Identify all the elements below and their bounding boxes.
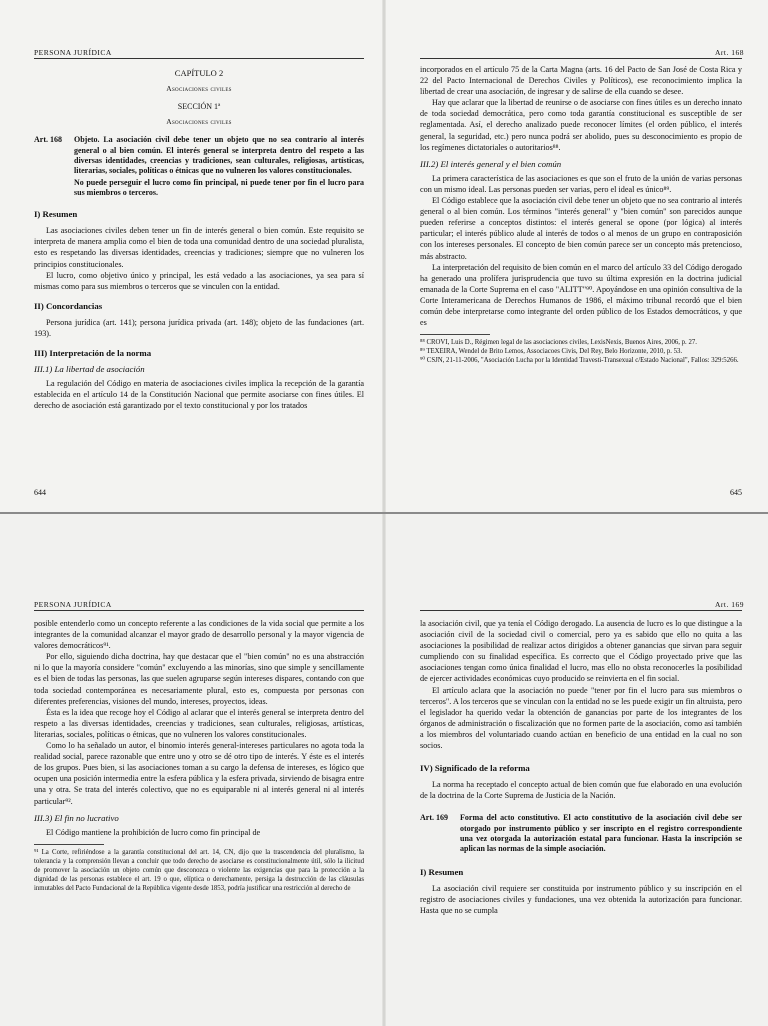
paragraph: La interpretación del requisito de bien común en el marco del artículo 33 del Código derogado ha generado una prolífera jurisprudencia que tuvo su última expresión en la doctrina judicial emanada de la Corte Suprema en el caso "ALITT"⁹⁰. Apoyándose en una opinión consultiva de la Corte Interamericana de Derechos Humanos de 1986, el máximo tribunal recordó que el bien común debe interpretarse como integrante del orden público de los Estados democráticos, y que es	[420, 262, 742, 328]
chapter-number: CAPÍTULO 2	[174, 68, 224, 78]
article-168-text	[34, 135, 364, 198]
paragraph: Persona jurídica (art. 141); persona jurídica privada (art. 148); objeto de las fundaciones (art. 193).	[34, 317, 364, 338]
section-title: Asociaciones civiles	[166, 117, 232, 127]
paragraph: la asociación civil, que ya tenía el Código derogado. La ausencia de lucro es lo que distingue a la asociación civil de la sociedad civil o comercial, pero ya es sabido que ello no quita a las asociaciones la posibilidad de realizar actos dirigidos a obtener ganancias que sirvan para seguir cumpliendo con su finalidad específica. Es correcto que el Código proyectado prive que las asociaciones tengan como única finalidad el lucro, mas ello no obsta reconocerles la posibilidad de ejercer actividades económicas cuyo producido se reinvierta en el fin social.	[420, 619, 742, 684]
footnote-rule	[34, 844, 104, 845]
running-header: Art. 168	[715, 48, 744, 57]
paragraph: El Código mantiene la prohibición de lucro como fin principal de	[46, 827, 261, 837]
paragraph: Hay que aclarar que la libertad de reunirse o de asociarse con fines útiles es un derecho innato de toda sociedad democrática, pero como toda garantía constitucional es susceptible de ser reglamentada. Así, el derecho analizado puede reconocer límites (el orden público, el interés general, la seguridad, etc.) pero nunca podrá ser abolido, pues su desconocimiento es propio de los regímenes dictatoriales o autoritarios⁸⁸.	[420, 98, 742, 152]
header-rule	[34, 58, 364, 59]
section-heading: I) Resumen	[420, 866, 464, 877]
article-169-text	[420, 813, 742, 854]
subsection-heading: III.2) El interés general y el bien común	[420, 158, 562, 169]
subsection-heading: III.3) El fin no lucrativo	[34, 812, 119, 823]
paragraph: El Código establece que la asociación civil debe tener un objeto que no sea contrario al interés general o al bien común. Los términos "interés general" y "bien común" son parecidos aunque pueden referirse a conceptos distintos: el interés general se opone (por lógica) al interés particular; el interés público alude al interés de todos o al menos de un grupo en contraposición con los intereses personales. El concepto de bien común parece ser un concepto más pretencioso, más abstracto.	[420, 196, 742, 261]
footnote: ⁸⁸ CROVI, Luis D., Régimen legal de las asociaciones civiles, LexisNexis, Buenos Aires, 2006, p. 27.	[420, 339, 697, 347]
text-column	[420, 618, 742, 916]
header-rule	[420, 58, 742, 59]
page-646	[0, 514, 384, 1026]
subsection-heading: III.1) La libertad de asociación	[34, 364, 145, 375]
section-heading: IV) Significado de la reforma	[420, 763, 530, 774]
footnote-rule	[420, 334, 490, 335]
article-body: Forma del acto constitutivo. El acto constitutivo de la asociación civil debe ser otorgado por instrumento público y ser inscripto en el registro correspondiente una vez otorgada la autorización estatal para funcionar. Hasta la inscripción se aplican las normas de la simple asociación.	[460, 813, 742, 854]
footnote: ⁹⁰ CSJN, 21-11-2006, "Asociación Lucha por la Identidad Travesti-Transexual c/Estado Nacional", Fallos: 329:5266.	[420, 357, 739, 365]
article-label: Art. 168	[34, 135, 62, 145]
page-645	[384, 0, 768, 512]
paragraph: Por ello, siguiendo dicha doctrina, hay que destacar que el "bien común" no es una abstracción ni lo que la mayoría considere "común" excluyendo a las minorías, sino que simple y sencillamente es el bien de todas las personas, las que suelen agruparse según intereses dispares, contando con que toda sociedad contemporánea es necesariamente plural, esto es, compuesta por personas con diferentes preferencias, visiones del mundo, intereses, proyectos, ideas.	[34, 652, 364, 706]
page-number: 644	[34, 488, 46, 497]
page-644	[0, 0, 384, 512]
paragraph: La regulación del Código en materia de asociaciones civiles implica la recepción de la garantía establecida en el artículo 14 de la Constitución Nacional que permite asociarse con fines útiles. El derecho de asociación está garantizado por el texto constitucional y por los tratados	[34, 379, 364, 411]
text-column	[34, 68, 364, 412]
bottom-spread	[0, 512, 768, 1026]
paragraph: Las asociaciones civiles deben tener un fin de interés general o bien común. Este requisito se interpreta de manera amplia como el bien de toda una comunidad dentro de una sociedad pluralista, esto es respetando las diversas identidades, creencias y tradiciones; siempre que no vulneren los principios constitucionales.	[34, 226, 364, 269]
paragraph: La asociación civil requiere ser constituida por instrumento público y su inscripción en el registro de asociaciones civiles y fundaciones, una vez obtenida la autorización para funcionar. Hasta que no se cumpla	[420, 883, 742, 915]
page-647	[384, 514, 768, 1026]
running-header: PERSONA JURÍDICA	[34, 48, 112, 57]
section-number: SECCIÓN 1ª	[177, 102, 221, 112]
paragraph: El artículo aclara que la asociación no puede "tener por fin el lucro para sus miembros o terceros". A los terceros que se vinculan con la entidad no se les puede exigir un fin altruista, pero el legislador ha querido vedar la obtención de ganancias por parte de los integrantes de los órganos de administración o fiscalización que no formen parte de la asociación, como así también a los miembros del voluntariado cuando actúan en beneficio de una entidad en la cual no son socios.	[420, 685, 742, 751]
top-spread	[0, 0, 768, 512]
page-number: 645	[730, 488, 742, 497]
paragraph: Ésta es la idea que recoge hoy el Código al aclarar que el interés general se interpreta dentro del respeto a las diversas identidades, creencias y tradiciones, sean culturales, religiosas, artísticas, literarias, sociales, políticas o étnicas, que no vulneren los valores constitucionales.	[34, 707, 364, 739]
header-rule	[34, 610, 364, 611]
text-column	[420, 64, 742, 365]
paragraph: Como lo ha señalado un autor, el binomio interés general-intereses particulares no agota toda la realidad social, parece razonable que entre uno y otro se dé otro tipo de interés. Y éste es el interés de los grupos. Pues bien, si las asociaciones toman a su cargo la defensa de intereses, es lógico que ocupen una posición intermedia entre la esfera pública y la esfera privada, sirviendo de bisagra entre una y otra. Se trata del interés colectivo, que no es equiparable ni al interés general ni al interés particular⁹².	[34, 741, 364, 806]
paragraph: La norma ha receptado el concepto actual de bien común que fue elaborado en una evolución de la doctrina de la Corte Suprema de Justicia de la Nación.	[420, 780, 742, 801]
running-header: Art. 169	[715, 600, 744, 609]
text-column	[34, 618, 364, 893]
paragraph: La primera característica de las asociaciones es que son el fruto de la unión de varias personas con un mismo ideal. Las personas pueden ser varias, pero el ideal es único⁸⁹.	[420, 173, 742, 194]
paragraph: incorporados en el artículo 75 de la Carta Magna (arts. 16 del Pacto de San José de Costa Rica y 22 del Pacto Internacional de Derechos Civiles y Políticos), ese reconocimiento implica la libertad de crear una asociación, de ingresar y de salirse de ella cuando se desee.	[420, 65, 742, 97]
header-rule	[420, 610, 742, 611]
paragraph: posible entenderlo como un concepto referente a las condiciones de la vida social que permite a los integrantes de la comunidad alcanzar el mayor grado de desarrollo personal y la mayor vigencia de valores democráticos⁹¹.	[34, 619, 364, 651]
article-body-2: No puede perseguir el lucro como fin principal, ni puede tener por fin el lucro para sus miembros o terceros.	[74, 177, 364, 197]
running-header: PERSONA JURÍDICA	[34, 600, 112, 609]
article-body: Objeto. La asociación civil debe tener un objeto que no sea contrario al interés general o al bien común. El interés general se interpreta dentro del respeto a las diversas identidades, creencias y tradiciones, sean culturales, religiosas, artísticas, literarias, sociales, políticas o étnicas que no vulneren los valores constitucionales.	[74, 135, 364, 176]
chapter-title: Asociaciones civiles	[166, 84, 232, 94]
footnote: ⁸⁹ TEXEIRA, Wendel de Brito Lemos, Associacoes Civis, Del Rey, Belo Horizonte, 2010, p. 53.	[420, 348, 683, 356]
paragraph: El lucro, como objetivo único y principal, les está vedado a las asociaciones, ya sea para sí mismas como para sus miembros o terceros que se vinculen con la entidad.	[34, 270, 364, 291]
article-label: Art. 169	[420, 813, 448, 823]
section-heading: I) Resumen	[34, 209, 78, 220]
footnote: ⁹¹ La Corte, refiriéndose a la garantía constitucional del art. 14, CN, dijo que la trascendencia del pluralismo, la tolerancia y la comprensión llevan a concluir que todo derecho de asociarse es constitucionalmente útil, sólo la ilicitud de promover la asociación un objeto común que desconozca o violente las exigencias que para la protección a la dignidad de las personas establece el art. 19 o que, elíptica o derechamente, persiga la destrucción de las cláusulas inmutables del Pacto Fundacional de la República vigente desde 1853, podría justificar una restricción al derecho de	[34, 848, 364, 892]
section-heading: II) Concordancias	[34, 300, 103, 311]
section-heading: III) Interpretación de la norma	[34, 348, 152, 359]
